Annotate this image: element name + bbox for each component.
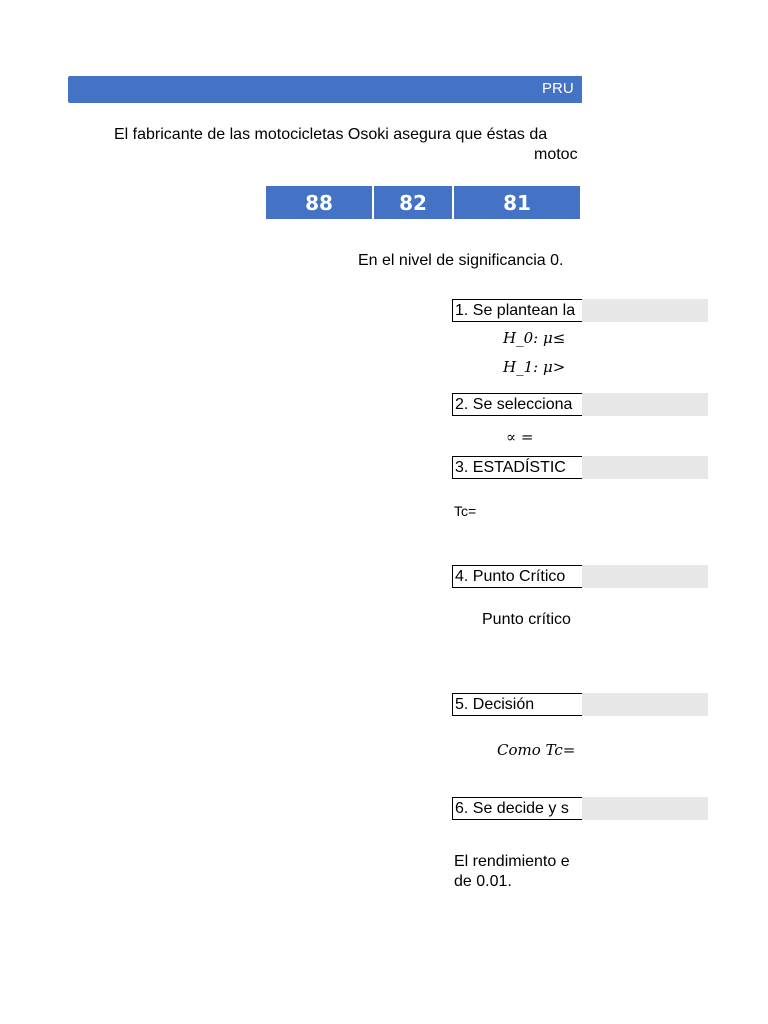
step-4-heading: 4. Punto Crítico <box>452 565 582 588</box>
significance-statement: En el nivel de significancia 0. <box>358 252 564 269</box>
page-title: PRU <box>542 80 574 97</box>
conclusion-line-2: de 0.01. <box>454 873 512 890</box>
null-hypothesis: H_0: μ≤ <box>503 329 566 347</box>
problem-statement-line-2: motoc <box>534 146 578 163</box>
step-4-fill <box>580 565 708 588</box>
data-table <box>266 186 582 219</box>
critical-point-label: Punto crítico <box>482 611 571 628</box>
conclusion-line-1: El rendimiento e <box>454 853 570 870</box>
step-3-heading: 3. ESTADÍSTIC <box>452 456 582 479</box>
title-banner <box>68 76 582 103</box>
data-cell: 82 <box>374 186 454 219</box>
decision-formula: Como Tc= <box>497 741 576 759</box>
step-6-fill <box>580 797 708 820</box>
step-1-fill <box>580 299 708 322</box>
step-2-heading: 2. Se selecciona <box>452 393 582 416</box>
step-6-heading: 6. Se decide y s <box>452 797 582 820</box>
test-statistic-label: Tc= <box>454 503 477 519</box>
data-cell: 81 <box>454 186 582 219</box>
step-5-fill <box>580 693 708 716</box>
step-5-heading: 5. Decisión <box>452 693 582 716</box>
alternative-hypothesis: H_1: μ> <box>503 358 566 376</box>
alpha-label: ∝ = <box>506 428 534 446</box>
step-3-fill <box>580 456 708 479</box>
data-cell: 88 <box>266 186 374 219</box>
problem-statement-line-1: El fabricante de las motocicletas Osoki asegura que éstas da <box>114 126 548 143</box>
step-2-fill <box>580 393 708 416</box>
step-1-heading: 1. Se plantean la <box>452 299 582 322</box>
